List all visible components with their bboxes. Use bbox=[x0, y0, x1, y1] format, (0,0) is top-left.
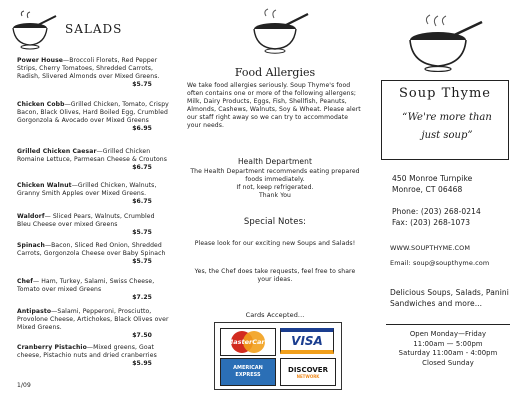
salad-price: $7.50 bbox=[132, 332, 152, 340]
food-allergies-text: We take food allergies seriously. Soup Thyme's food often contains one or more of the following allergens; Milk, Dairy Products, Eggs, Fish, Shellfish, Peanuts, Almonds, Cashews, Walnuts, Soy & Wheat. Please alert our staff right away so we can try to accommodate your needs. bbox=[187, 82, 361, 130]
salad-item bbox=[17, 308, 170, 340]
amex-logo bbox=[220, 358, 276, 386]
salad-name: Power House bbox=[17, 57, 64, 64]
salad-name: Grilled Chicken Caesar bbox=[17, 148, 97, 155]
fax-number: Fax: (203) 268-1073 bbox=[392, 218, 471, 227]
health-line-1: The Health Department recommends eating prepared foods immediately. bbox=[190, 168, 360, 184]
salad-name: Chef bbox=[17, 278, 33, 285]
salad-name: Cranberry Pistachio bbox=[17, 344, 87, 351]
salad-item bbox=[17, 242, 170, 266]
amex-label: AMERICAN EXPRESS bbox=[233, 365, 263, 378]
soup-bowl-logo-icon bbox=[402, 14, 484, 72]
discover-label: DISCOVER bbox=[288, 365, 328, 374]
health-department-heading: Health Department bbox=[237, 157, 313, 166]
phone-number: Phone: (203) 268-0214 bbox=[392, 207, 481, 216]
salad-description: —Broccoli Florets, Red Pepper Strips, Cherry Tomatoes, Shredded Carrots, Radish, Slivered Almonds over Mixed Greens. bbox=[17, 57, 160, 81]
soup-bowl-icon bbox=[248, 8, 310, 54]
promo-text: Delicious Soups, Salads, Panini Sandwiches and more... bbox=[390, 288, 509, 308]
salad-item bbox=[17, 182, 170, 206]
special-note-1: Please look for our exciting new Soups and Salads! bbox=[194, 240, 356, 247]
health-department-text bbox=[188, 168, 362, 200]
restaurant-name: Soup Thyme bbox=[399, 86, 491, 101]
salad-name: Antipasto bbox=[17, 308, 52, 315]
salads-panel bbox=[0, 0, 178, 400]
phone-fax bbox=[392, 206, 481, 228]
salad-item bbox=[17, 148, 170, 172]
salad-description: —Salami, Pepperoni, Prosciutto, Provolone Cheese, Artichokes, Black Olives over Mixed Greens. bbox=[17, 308, 169, 332]
salad-name: Waldorf bbox=[17, 213, 45, 220]
salad-description: —Mixed greens, Goat cheese, Pistachio nuts and dried cranberries bbox=[17, 344, 157, 360]
special-note-2: Yes, the Chef does take requests, feel free to share your ideas. bbox=[194, 268, 356, 284]
street-address: 450 Monroe Turnpike bbox=[392, 174, 473, 183]
visa-label: VISA bbox=[291, 334, 323, 348]
salad-name: Chicken Cobb bbox=[17, 101, 65, 108]
info-panel bbox=[178, 0, 372, 400]
salad-price: $5.95 bbox=[132, 360, 152, 368]
soup-bowl-icon bbox=[8, 10, 58, 50]
salad-name: Chicken Walnut bbox=[17, 182, 72, 189]
cards-accepted-box bbox=[214, 322, 342, 390]
salad-item bbox=[17, 213, 170, 237]
salad-item bbox=[17, 101, 170, 133]
salad-description: — Sliced Pears, Walnuts, Crumbled Bleu Cheese over mixed Greens bbox=[17, 213, 155, 229]
city-state-zip: Monroe, CT 06468 bbox=[392, 185, 463, 194]
salad-price: $6.95 bbox=[132, 125, 152, 133]
salad-description: — Ham, Turkey, Salami, Swiss Cheese, Tomato over mixed Greens bbox=[17, 278, 155, 294]
website-link: WWW.SOUPTHYME.COM bbox=[390, 244, 471, 252]
salad-item bbox=[17, 344, 170, 368]
cards-accepted-heading: Cards Accepted... bbox=[245, 311, 305, 319]
salad-price: $7.25 bbox=[132, 294, 152, 302]
discover-logo bbox=[280, 358, 336, 386]
salad-price: $6.75 bbox=[132, 198, 152, 206]
salad-price: $5.75 bbox=[132, 81, 152, 89]
salad-description: —Grilled Chicken, Tomato, Crispy Bacon, Black Olives, Hard Boiled Egg, Crumbled Gorgonzola & Avocado over Mixed Greens bbox=[17, 101, 169, 125]
salads-heading: SALADS bbox=[65, 22, 123, 36]
address bbox=[392, 173, 472, 195]
salad-description: —Grilled Chicken, Walnuts, Granny Smith Apples over Mixed Greens. bbox=[17, 182, 157, 198]
health-line-2: If not, keep refrigerated. bbox=[236, 184, 314, 192]
mastercard-label: MasterCard bbox=[226, 338, 270, 346]
health-line-3: Thank You bbox=[258, 192, 292, 200]
salad-item bbox=[17, 278, 170, 302]
email-link: Email: soup@soupthyme.com bbox=[390, 259, 490, 267]
hours-line-1: Open Monday—Friday bbox=[409, 330, 487, 338]
salad-price: $5.75 bbox=[132, 258, 152, 266]
restaurant-tagline: “We're more than just soup” bbox=[402, 112, 492, 141]
salad-name: Spinach bbox=[17, 242, 45, 249]
menu-date: 1/09 bbox=[17, 382, 31, 389]
salad-price: $5.75 bbox=[132, 229, 152, 237]
brand-panel bbox=[372, 0, 519, 400]
visa-logo bbox=[280, 328, 334, 354]
salad-description: —Bacon, Sliced Red Onion, Shredded Carrots, Gorgonzola Cheese over Baby Spinach bbox=[17, 242, 166, 258]
salad-description: —Grilled Chicken Romaine Lettuce, Parmesan Cheese & Croutons bbox=[17, 148, 168, 164]
food-allergies-heading: Food Allergies bbox=[234, 66, 316, 79]
special-notes-heading: Special Notes: bbox=[243, 217, 307, 227]
brand-box bbox=[381, 80, 509, 160]
hours-line-4: Closed Sunday bbox=[422, 358, 474, 367]
divider bbox=[386, 324, 510, 325]
mastercard-logo bbox=[220, 328, 276, 356]
salad-item bbox=[17, 57, 170, 89]
web-contact bbox=[390, 243, 489, 268]
salad-price: $6.75 bbox=[132, 164, 152, 172]
hours-line-2: 11:00am — 5:00pm bbox=[413, 339, 483, 348]
business-hours bbox=[386, 330, 510, 368]
hours-line-3: Saturday 11:00am - 4:00pm bbox=[398, 349, 498, 357]
discover-network-label: NETWORK bbox=[296, 373, 320, 379]
